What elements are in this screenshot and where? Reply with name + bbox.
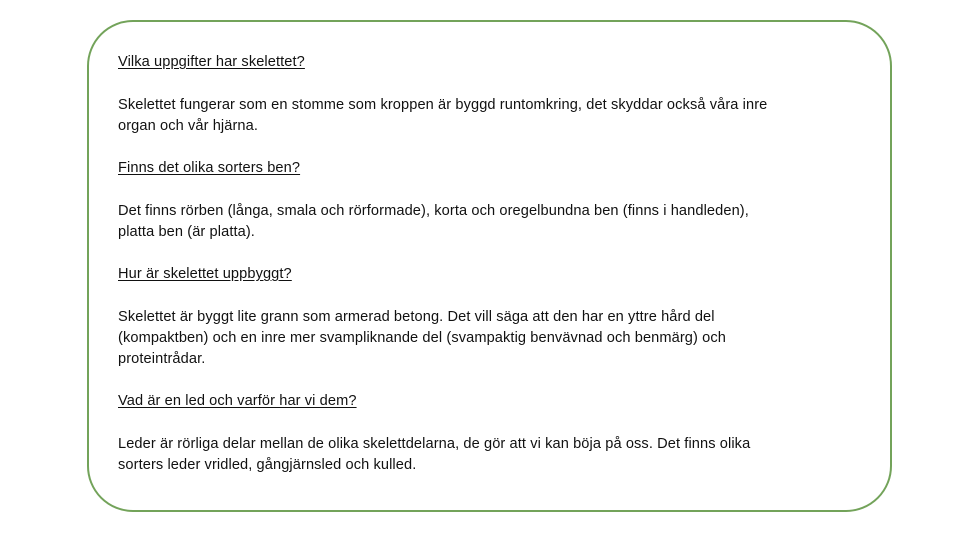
- answer-2-line-1: Det finns rörben (långa, smala och rörformade), korta och oregelbundna ben (finns i handleden),: [118, 203, 749, 219]
- answer-1-line-1: Skelettet fungerar som en stomme som kroppen är byggd runtomkring, det skyddar också våra inre: [118, 97, 768, 113]
- qa-list: [118, 52, 858, 476]
- qa-item-2: [118, 158, 858, 243]
- question-3: Hur är skelettet uppbyggt?: [118, 266, 292, 282]
- answer-1-line-2: organ och vår hjärna.: [118, 118, 259, 134]
- answer-4-line-1: Leder är rörliga delar mellan de olika skelettdelarna, de gör att vi kan böja på oss. Det finns olika: [118, 436, 751, 452]
- answer-4-line-2: sorters leder vridled, gångjärnsled och kulled.: [118, 457, 417, 473]
- question-4: Vad är en led och varför har vi dem?: [118, 393, 357, 409]
- answer-3-line-1: Skelettet är byggt lite grann som armerad betong. Det vill säga att den har en yttre hård del: [118, 309, 715, 325]
- answer-3-line-3: proteintrådar.: [118, 351, 206, 367]
- answer-2-line-2: platta ben (är platta).: [118, 224, 255, 240]
- question-2: Finns det olika sorters ben?: [118, 160, 301, 176]
- question-1: Vilka uppgifter har skelettet?: [118, 54, 305, 70]
- qa-item-4: [118, 391, 858, 476]
- qa-item-3: [118, 264, 858, 370]
- qa-item-1: [118, 52, 858, 137]
- answer-3-line-2: (kompaktben) och en inre mer svampliknande del (svampaktig benvävnad och benmärg) och: [118, 330, 726, 346]
